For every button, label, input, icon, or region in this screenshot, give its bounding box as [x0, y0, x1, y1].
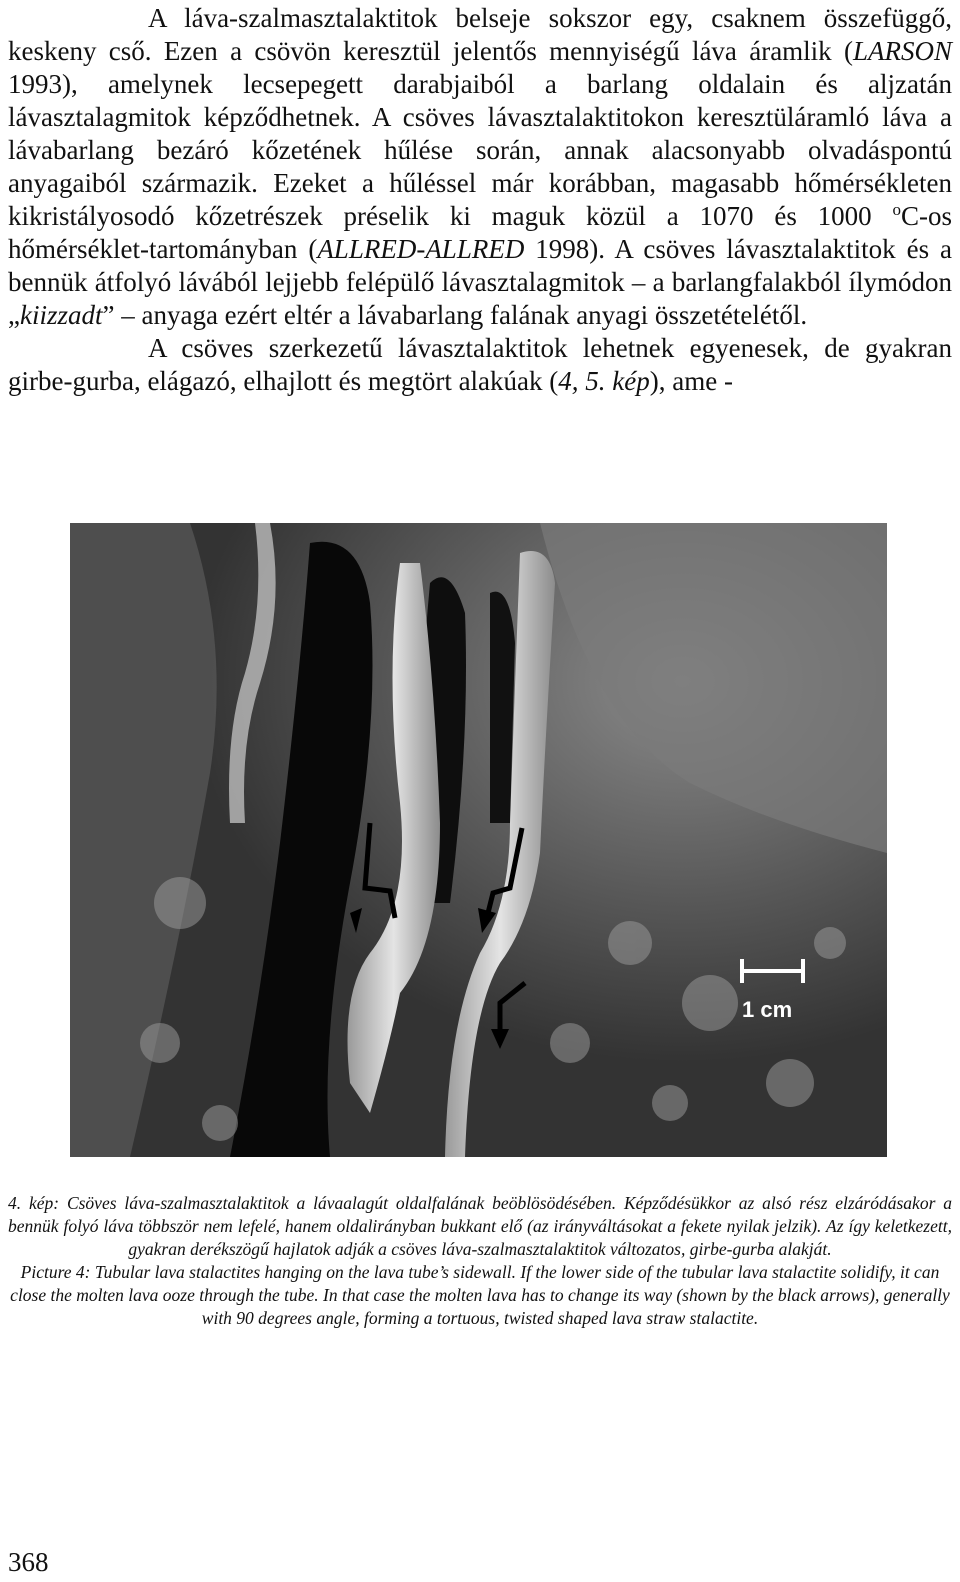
page-number: 368 — [8, 1547, 49, 1577]
paragraph-2 — [8, 332, 952, 398]
text-span: A csöves szerkezetű lávasztalaktitok lehetnek egyenesek, de gyakran girbe-gurba, elágazó, elhajlott és megtört alakúak ( — [8, 333, 952, 396]
figure-reference: 4, 5. kép — [558, 366, 650, 396]
text-span: C-os hőmérséklet-tartományban ( — [8, 201, 952, 264]
paragraph-1 — [8, 2, 952, 332]
body-text — [8, 2, 952, 398]
emphasis-kiizzadt: kiizzadt — [19, 300, 103, 330]
degree-superscript: o — [892, 200, 901, 219]
text-span: ” – anyaga ezért eltér a lávabarlang falának anyagi összetételétől. — [102, 300, 808, 330]
caption-hungarian: 4. kép: Csöves láva-szalmasztalaktitok a lávaalagút oldalfalának beöblösödésében. Képződésükkor az alsó rész elzáródásakor a bennük folyó láva többször nem lefelé, hanem oldalirányban bukkant elő (az irányváltásokat a fekete nyilak jelzik). Az így keletkezett, gyakran derékszögű hajlatok adják a csöves láva-szalmasztalaktitok változatos, girbe-gurba alakját. — [8, 1193, 952, 1259]
figure-caption — [8, 1192, 952, 1330]
text-span: 1993), amelynek lecsepegett darabjaiból a barlang oldalain és aljzatán lávasztalagmitok képződhetnek. A csöves lávasztalaktitokon keresztüláramló láva a lávabarlang bezáró kőzetének hűlése során, annak alacsonyabb olvadáspontú anyagaiból származik. Ezeket a hűléssel már korábban, magasabb hőmérsékleten kikristályosodó kőzetrészek préselik ki maguk közül a 1070 és 1000 — [8, 69, 952, 231]
citation-allred: ALLRED-ALLRED — [317, 234, 525, 264]
text-span: A láva-szalmasztalaktitok belseje sokszor egy, csaknem összefüggő, keskeny cső. Ezen a csövön keresztül jelentős mennyiségű láva áramlik ( — [8, 3, 952, 66]
text-span: ), ame - — [649, 366, 733, 396]
citation-larson: LARSON — [852, 36, 952, 66]
lava-stalactite-photo — [70, 523, 887, 1157]
caption-english: Picture 4: Tubular lava stalactites hanging on the lava tube’s sidewall. If the lower side of the tubular lava stalactite solidify, it can close the molten lava ooze through the tube. In that case the molten lava has to change its way (shown by the black arrows), generally with 90 degrees angle, forming a tortuous, twisted shaped lava straw stalactite. — [10, 1262, 950, 1328]
figure-photo — [70, 523, 887, 1157]
scale-label: 1 cm — [742, 997, 793, 1022]
text-span: 1998). A csöves lávasztalaktitok és a bennük átfolyó lávából lejjebb felépülő lávasztalagmitok – a barlangfalakból ílymódon „ — [8, 234, 952, 330]
